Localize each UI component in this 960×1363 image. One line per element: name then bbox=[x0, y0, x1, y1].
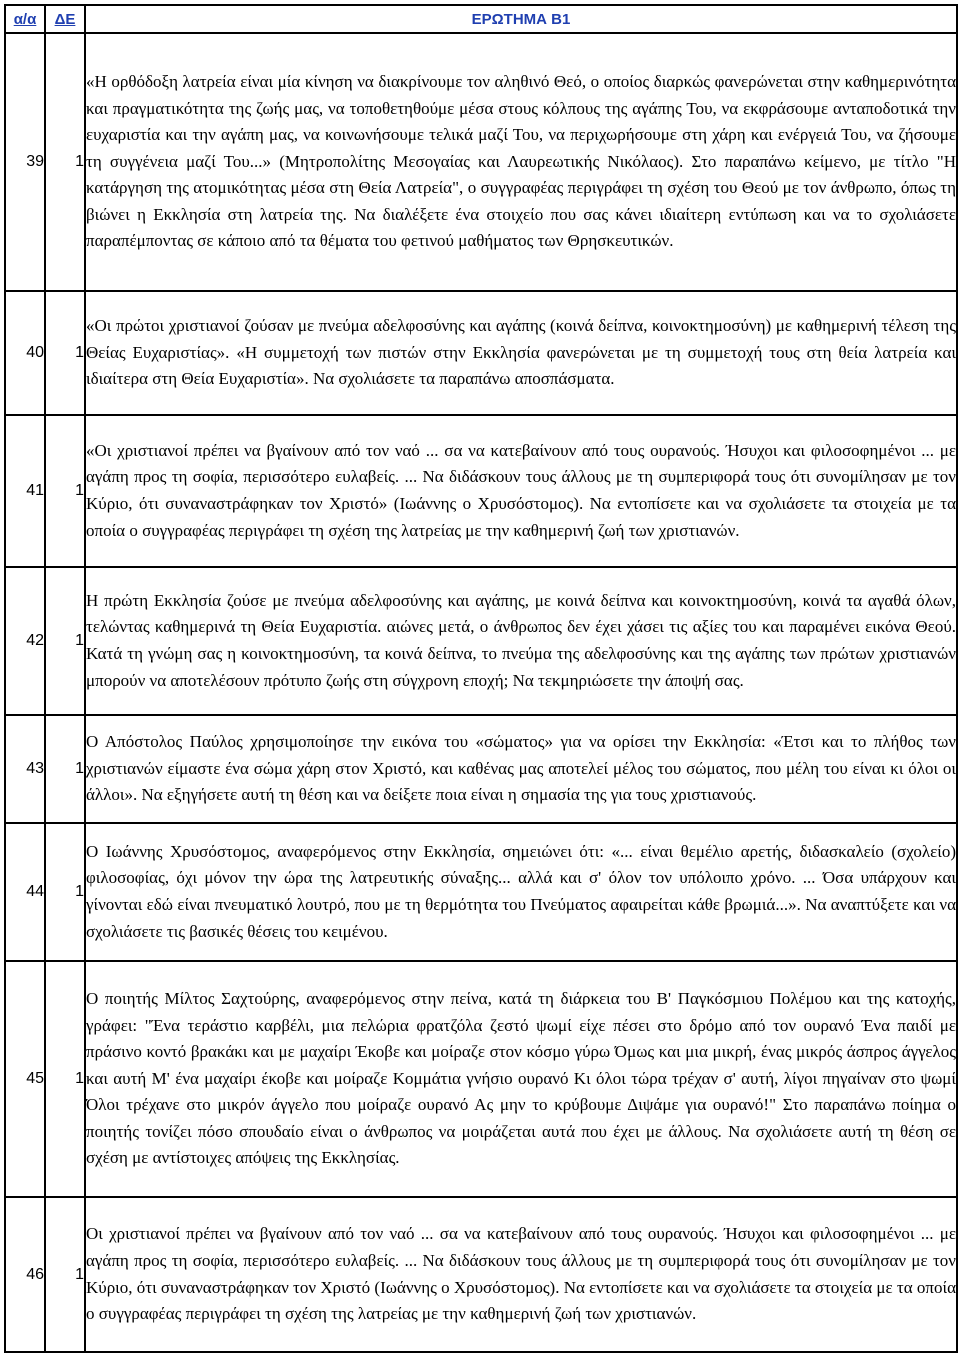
questions-table bbox=[4, 4, 958, 1353]
row-de: 1 bbox=[45, 1197, 85, 1352]
question-text: «Οι πρώτοι χριστιανοί ζούσαν με πνεύμα αδελφοσύνης και αγάπης (κοινά δείπνα, κοινοκτημοσύνη) με καθημερινή τέλεση της Θείας Ευχαριστίας». «Η συμμετοχή των πιστών στην Εκκλησία φανερώνεται με τη συμμετοχή τους στη θεία λατρεία και ιδιαίτερα στη Θεία Ευχαριστία». Να σχολιάσετε τα παραπάνω αποσπάσματα. bbox=[86, 316, 956, 389]
row-aa: 42 bbox=[5, 567, 45, 715]
row-de: 1 bbox=[45, 567, 85, 715]
row-de: 1 bbox=[45, 961, 85, 1197]
row-aa: 46 bbox=[5, 1197, 45, 1352]
question-text: Οι χριστιανοί πρέπει να βγαίνουν από τον ναό ... σα να κατεβαίνουν από τους ουρανούς. Ήσυχοι και φιλοσοφημένοι ... με αγάπη προς τη σοφία, περισσότερο ευλαβείς. ... Να διδάσκουν τους άλλους με τη συμπεριφορά τους ότι συνομίλησαν με τον Κύριο, ότι συναναστράφηκαν τον Χριστό (Ιωάννης ο Χρυσόστομος). Να εντοπίσετε και να σχολιάσετε τα στοιχεία με τα οποία ο συγγραφέας περιγράφει τη σχέση της λατρείας με την καθημερινή ζωή των χριστιανών. bbox=[86, 1224, 956, 1324]
header-de: ΔΕ bbox=[45, 5, 85, 33]
header-question: ΕΡΩΤΗΜΑ Β1 bbox=[85, 5, 957, 33]
question-text: «Η ορθόδοξη λατρεία είναι μία κίνηση να διακρίνουμε τον αληθινό Θεό, ο οποίος διαρκώς φανερώνεται στην καθημερινότητα και πραγματικότητα της ζωής μας, να τοποθετηθούμε μέσα στους κόλπους της αγάπης Του, να εκφράσουμε ανταποδοτικά την ευχαριστία και την αγάπη μας, να κοινωνήσουμε τελικά μαζί Του, να περιχωρήσουμε στη χάρη και ενέργειά Του, να ζήσουμε τη συγγένεια μαζί Του...» (Μητροπολίτης Μεσογαίας και Λαυρεωτικής Νικόλαος). Στο παραπάνω κείμενο, με τίτλο "Η κατάργηση της ατομικότητας μέσα στη Θεία Λατρεία", ο συγγραφέας περιγράφει τη σχέση του Θεού με τον άνθρωπο, όπως τη βιώνει η Εκκλησία στη λατρεία της. Να διαλέξετε ένα στοιχείο που σας κάνει ιδιαίτερη εντύπωση και να το σχολιάσετε παραπέμποντας σε κάποιο από τα θέματα του φετινού μαθήματος των Θρησκευτικών. bbox=[86, 71, 956, 251]
question-text: «Οι χριστιανοί πρέπει να βγαίνουν από τον ναό ... σα να κατεβαίνουν από τους ουρανούς. Ήσυχοι και φιλοσοφημένοι ... με αγάπη προς τη σοφία, περισσότερο ευλαβείς. ... Να διδάσκουν τους άλλους με τη συμπεριφορά τους ότι συνομίλησαν με τον Κύριο, ότι συναναστράφηκαν τον Χριστό» (Ιωάννης ο Χρυσόστομος). Να εντοπίσετε και να σχολιάσετε τα στοιχεία με τα οποία ο συγγραφέας περιγράφει τη σχέση της λατρείας με την καθημερινή ζωή των χριστιανών. bbox=[86, 440, 956, 540]
table-row bbox=[5, 415, 957, 567]
table-row bbox=[5, 291, 957, 415]
table-row bbox=[5, 715, 957, 823]
table-row bbox=[5, 823, 957, 961]
row-aa: 43 bbox=[5, 715, 45, 823]
row-aa: 39 bbox=[5, 33, 45, 291]
question-text: Ο Απόστολος Παύλος χρησιμοποίησε την εικόνα του «σώματος» για να ορίσει την Εκκλησία: «Έτσι και το πλήθος των χριστιανών είμαστε ένα σώμα χάρη στον Χριστό, και καθένας μας αποτελεί μέλος του σώματος, που μέλη του είναι κι όλοι οι άλλοι». Να εξηγήσετε αυτή τη θέση και να δείξετε ποια είναι η σημασία της για τους χριστιανούς. bbox=[86, 732, 956, 805]
row-aa: 44 bbox=[5, 823, 45, 961]
row-de: 1 bbox=[45, 415, 85, 567]
row-de: 1 bbox=[45, 33, 85, 291]
row-de: 1 bbox=[45, 823, 85, 961]
row-aa: 40 bbox=[5, 291, 45, 415]
table-row bbox=[5, 961, 957, 1197]
row-de: 1 bbox=[45, 291, 85, 415]
table-row bbox=[5, 567, 957, 715]
row-de: 1 bbox=[45, 715, 85, 823]
row-aa: 45 bbox=[5, 961, 45, 1197]
table-row bbox=[5, 33, 957, 291]
question-text: Ο ποιητής Μίλτος Σαχτούρης, αναφερόμενος στην πείνα, κατά τη διάρκεια του Β' Παγκόσμιου Πολέμου και της κατοχής, γράφει: "Ένα τεράστιο καρβέλι, μια πελώρια φρατζόλα ζεστό ψωμί είχε πέσει στο δρόμο από τον ουρανό Ένα παιδί με πράσινο κοντό βρακάκι και με μαχαίρι Έκοβε και μοίραζε στον κόσμο γύρω Όμως και μια μικρή, ένας μικρός άσπρος άγγελος και αυτή Μ' ένα μαχαίρι έκοβε και μοίραζε Κομμάτια γνήσιο ουρανό Κι όλοι τώρα τρέχαν σ' αυτή, λίγοι πηγαίναν στο ψωμί Όλοι τρέχανε στο μικρόν άγγελο που μοίραζε ουρανό Ας μην το κρύβουμε Διψάμε για ουρανό!" Στο παραπάνω ποίημα ο ποιητής τονίζει πόσο σπουδαίο είναι ο άνθρωπος να μοιράζεται αυτά που έχει με άλλους. Να σχολιάσετε αυτή τη θέση σε σχέση με αντίστοιχες απόψεις της Εκκλησίας. bbox=[86, 988, 956, 1168]
header-row bbox=[5, 5, 957, 33]
header-aa: α/α bbox=[5, 5, 45, 33]
row-aa: 41 bbox=[5, 415, 45, 567]
table-row bbox=[5, 1197, 957, 1352]
question-text: Ο Ιωάννης Χρυσόστομος, αναφερόμενος στην Εκκλησία, σημειώνει ότι: «... είναι θεμέλιο αρετής, διδασκαλείο (σχολείο) φιλοσοφίας, όχι μόνον την ώρα της λατρευτικής σύναξης... αλλά και σ' όλον τον υπόλοιπο χρόνο. ... Όσα υπάρχουν και γίνονται εδώ είναι πνευματικό λουτρό, που με τη θερμότητα του Πνεύματος αφαιρείται κάθε βρωμιά...». Να αναπτύξετε και να σχολιάσετε τις βασικές θέσεις του κειμένου. bbox=[86, 841, 956, 941]
question-text: Η πρώτη Εκκλησία ζούσε με πνεύμα αδελφοσύνης και αγάπης, με κοινά δείπνα και κοινοκτημοσύνη, κοινά τα αγαθά όλων, τελώντας καθημερινά τη Θεία Ευχαριστία. αιώνες μετά, ο άνθρωπος δεν έχει χάσει τις αξίες του και παραμένει εικόνα Θεού. Κατά τη γνώμη σας η κοινοκτημοσύνη, τα κοινά δείπνα, το πνεύμα της αδελφοσύνης και της αγάπης των πρώτων χριστιανών μπορούν να αποτελέσουν πρότυπο ζωής στη σύγχρονη εποχή; Να τεκμηριώσετε την άποψή σας. bbox=[86, 590, 956, 690]
